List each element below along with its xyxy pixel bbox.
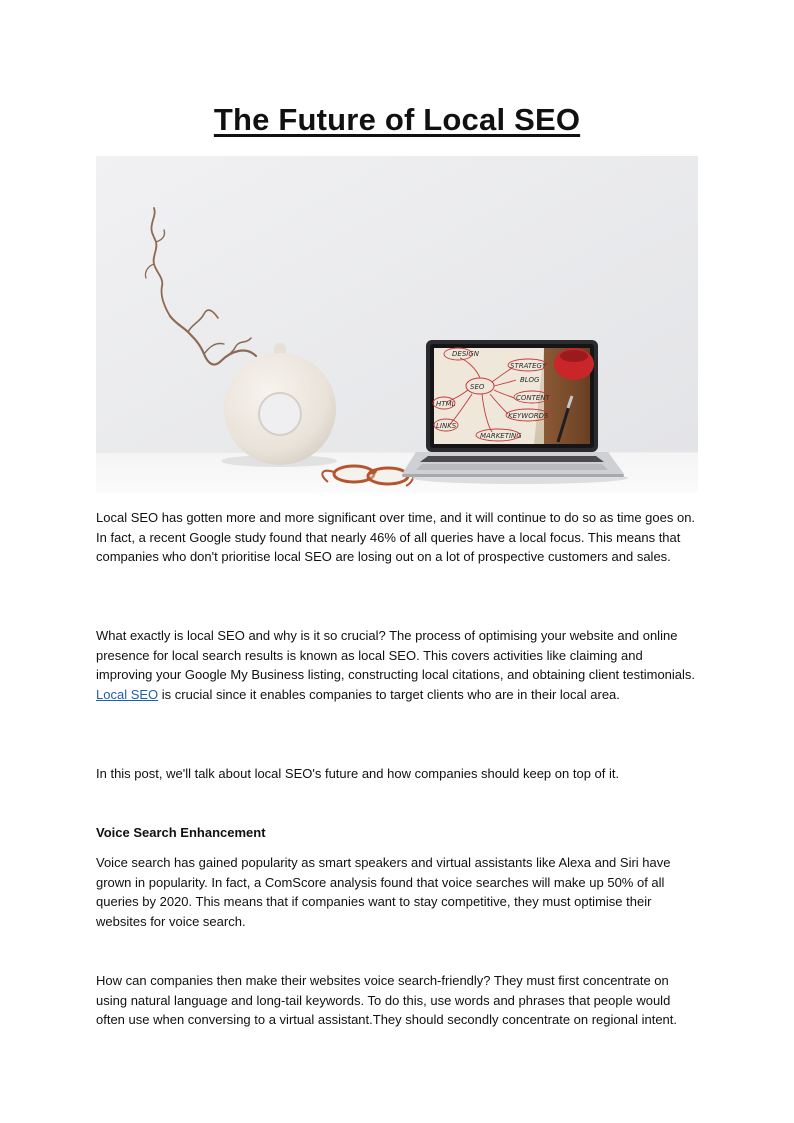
intro-paragraph: Local SEO has gotten more and more significant over time, and it will continue to do so as time goes on. In fact, a recent Google study found that nearly 46% of all queries have a local focus. This means that companies who don't prioritise local SEO are losing out on a lot of prospective customers and sales. <box>96 510 696 565</box>
definition-text-start: What exactly is local SEO and why is it so crucial? The process of optimising your website and online presence for local search results is known as local SEO. This covers activities like claiming and improving your Google My Business listing, constructing local citations, and obtaining client testimonials. <box>96 628 696 683</box>
svg-text:LINKS: LINKS <box>436 422 457 430</box>
svg-text:SEO: SEO <box>470 383 485 391</box>
svg-text:STRATEGY: STRATEGY <box>510 362 547 370</box>
local-seo-link[interactable]: Local SEO <box>96 686 159 702</box>
definition-text-end: is crucial since it enables companies to target clients who are in their local area. <box>158 686 620 702</box>
laptop-icon <box>402 340 628 484</box>
svg-text:HTML: HTML <box>436 400 456 408</box>
svg-text:BLOG: BLOG <box>520 376 540 384</box>
voice-search-paragraph: Voice search has gained popularity as smart speakers and virtual assistants like Alexa and Siri have grown in popularity. In fact, a ComScore analysis found that voice searches will make up 50% of all queries by 2020. This means that if companies want to stay competitive, they must optimise their websites for voice search. <box>96 855 671 929</box>
svg-text:CONTENT: CONTENT <box>516 394 550 402</box>
laptop-screen-image <box>433 348 594 444</box>
svg-text:KEYWORDS: KEYWORDS <box>508 412 549 420</box>
overview-paragraph: In this post, we'll talk about local SEO's future and how companies should keep on top of it. <box>96 766 620 781</box>
section-heading-voice-search: Voice Search Enhancement <box>96 825 266 840</box>
svg-text:DESIGN: DESIGN <box>452 350 479 358</box>
voice-friendly-paragraph: How can companies then make their websites voice search-friendly? They must first concentrate on using natural language and long-tail keywords. To do this, use words and phrases that people would often use when conversing to a virtual assistant.They should secondly concentrate on regional intent. <box>96 973 678 1028</box>
page-title: The Future of Local SEO <box>213 102 581 137</box>
svg-text:MARKETING: MARKETING <box>480 432 522 440</box>
hero-image <box>96 156 698 493</box>
definition-paragraph <box>96 626 698 704</box>
